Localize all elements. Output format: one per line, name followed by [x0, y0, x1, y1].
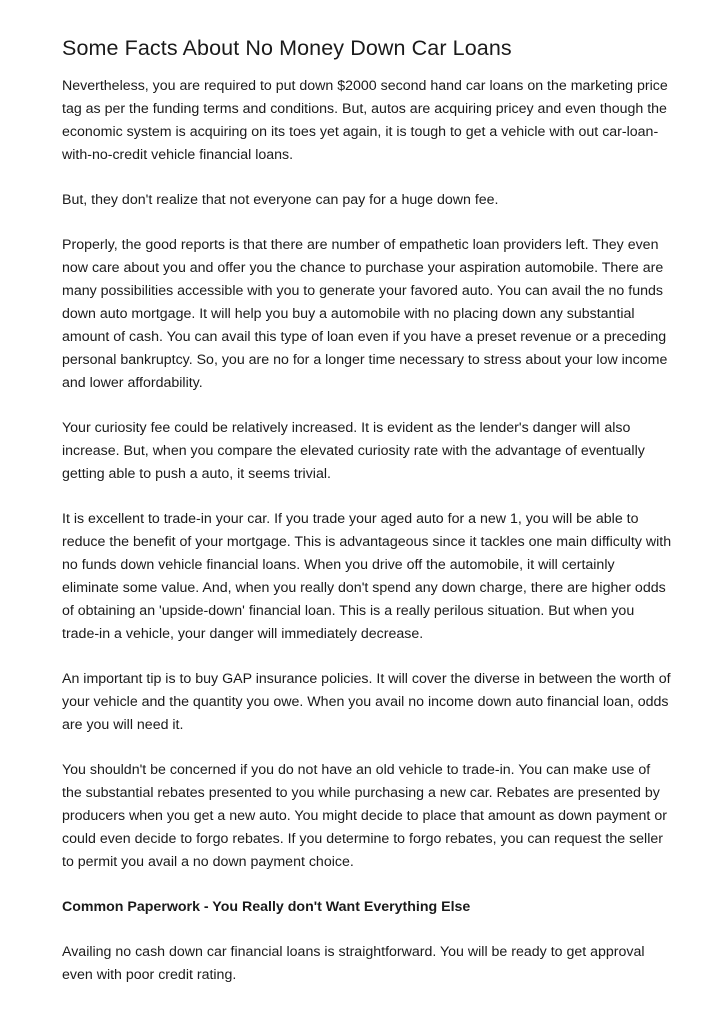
- paragraph-4: Your curiosity fee could be relatively increased. It is evident as the lender's danger will also increase. But, when you compare the elevated curiosity rate with the advantage of eventually getting able to push a auto, it seems trivial.: [62, 420, 645, 482]
- paragraph-3: Properly, the good reports is that there are number of empathetic loan providers left. They even now care about you and offer you the chance to purchase your aspiration automobile. There are many possibilities accessible with you to generate your favored auto. You can avail the no funds down auto mortgage. It will help you buy a automobile with no placing down any substantial amount of cash. You can avail this type of loan even if you have a preset revenue or a preceding personal bankruptcy. So, you are no for a longer time necessary to stress about your low income and lower affordability.: [62, 237, 668, 391]
- paragraph-7: You shouldn't be concerned if you do not have an old vehicle to trade-in. You can make use of the substantial rebates presented to you while purchasing a new car. Rebates are presented by producers when you get a new auto. You might decide to place that amount as down payment or could even decide to forgo rebates. If you determine to forgo rebates, you can request the seller to permit you avail a no down payment choice.: [62, 762, 667, 870]
- section-heading: Common Paperwork - You Really don't Want Everything Else: [62, 899, 471, 915]
- document-body: [62, 34, 672, 1009]
- paragraph-1: Nevertheless, you are required to put down $2000 second hand car loans on the marketing price tag as per the funding terms and conditions. But, autos are acquiring pricey and even though the economic system is acquiring on its toes yet again, it is tough to get a vehicle with out car-loan-with-no-credit vehicle financial loans.: [62, 78, 668, 163]
- paragraph-2: But, they don't realize that not everyone can pay for a huge down fee.: [62, 192, 499, 208]
- page-title: Some Facts About No Money Down Car Loans: [62, 36, 512, 60]
- paragraph-8: Availing no cash down car financial loans is straightforward. You will be ready to get approval even with poor credit rating.: [62, 944, 645, 983]
- paragraph-5: It is excellent to trade-in your car. If you trade your aged auto for a new 1, you will be able to reduce the benefit of your mortgage. This is advantageous since it tackles one main difficulty with no funds down vehicle financial loans. When you drive off the automobile, it will certainly eliminate some value. And, when you really don't spend any down charge, there are higher odds of obtaining an 'upside-down' financial loan. This is a really perilous situation. But when you trade-in a vehicle, your danger will immediately decrease.: [62, 511, 672, 642]
- paragraph-6: An important tip is to buy GAP insurance policies. It will cover the diverse in between the worth of your vehicle and the quantity you owe. When you avail no income down auto financial loan, odds are you will need it.: [62, 671, 671, 733]
